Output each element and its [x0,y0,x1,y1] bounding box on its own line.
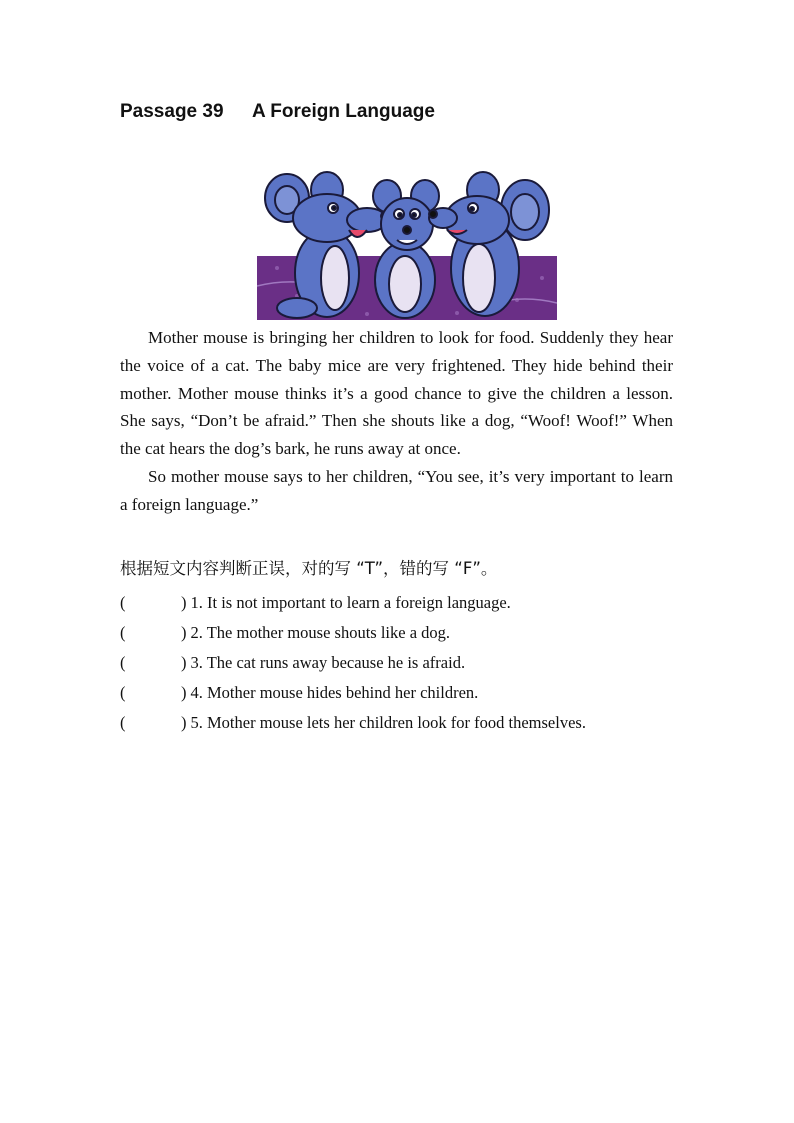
answer-blank[interactable]: ( [120,593,126,612]
question-text: 4. Mother mouse hides behind her children. [190,683,479,702]
passage-title: A Foreign Language [252,101,435,122]
paragraph: So mother mouse says to her children, “You see, it’s very important to learn a foreign language.” [120,466,673,514]
answer-blank-close: ) [181,593,187,612]
question-list [120,592,720,742]
question-item [120,682,720,712]
answer-blank-close: ) [181,683,187,702]
answer-blank-close: ) [181,623,187,642]
answer-blank[interactable]: ( [120,623,126,642]
question-text: 3. The cat runs away because he is afraid. [190,653,466,672]
answer-blank-close: ) [181,713,187,732]
three-mice-illustration-icon [257,168,557,320]
passage-number: Passage 39 [120,101,224,122]
question-item [120,622,720,652]
answer-blank-close: ) [181,653,187,672]
answer-blank[interactable]: ( [120,683,126,702]
answer-blank[interactable]: ( [120,653,126,672]
passage-heading [120,101,435,123]
question-item [120,592,720,622]
answer-blank[interactable]: ( [120,713,126,732]
question-text: 2. The mother mouse shouts like a dog. [190,623,451,642]
question-item [120,712,720,742]
paragraph: Mother mouse is bringing her children to look for food. Suddenly they hear the voice of a cat. The baby mice are very frightened. They hide behind their mother. Mother mouse thinks it’s a good chance to give the children a lesson. She says, “Don’t be afraid.” Then she shouts like a dog, “Woof! Woof!” When the cat hears the dog’s bark, he runs away at once. [120,328,673,459]
exercise-instruction: 根据短文内容判断正误，对的写 “T”，错的写 “F”。 [120,559,498,578]
question-item [120,652,720,682]
question-text: 5. Mother mouse lets her children look for food themselves. [190,713,586,732]
passage-text [120,324,673,519]
question-text: 1. It is not important to learn a foreign language. [190,593,511,612]
